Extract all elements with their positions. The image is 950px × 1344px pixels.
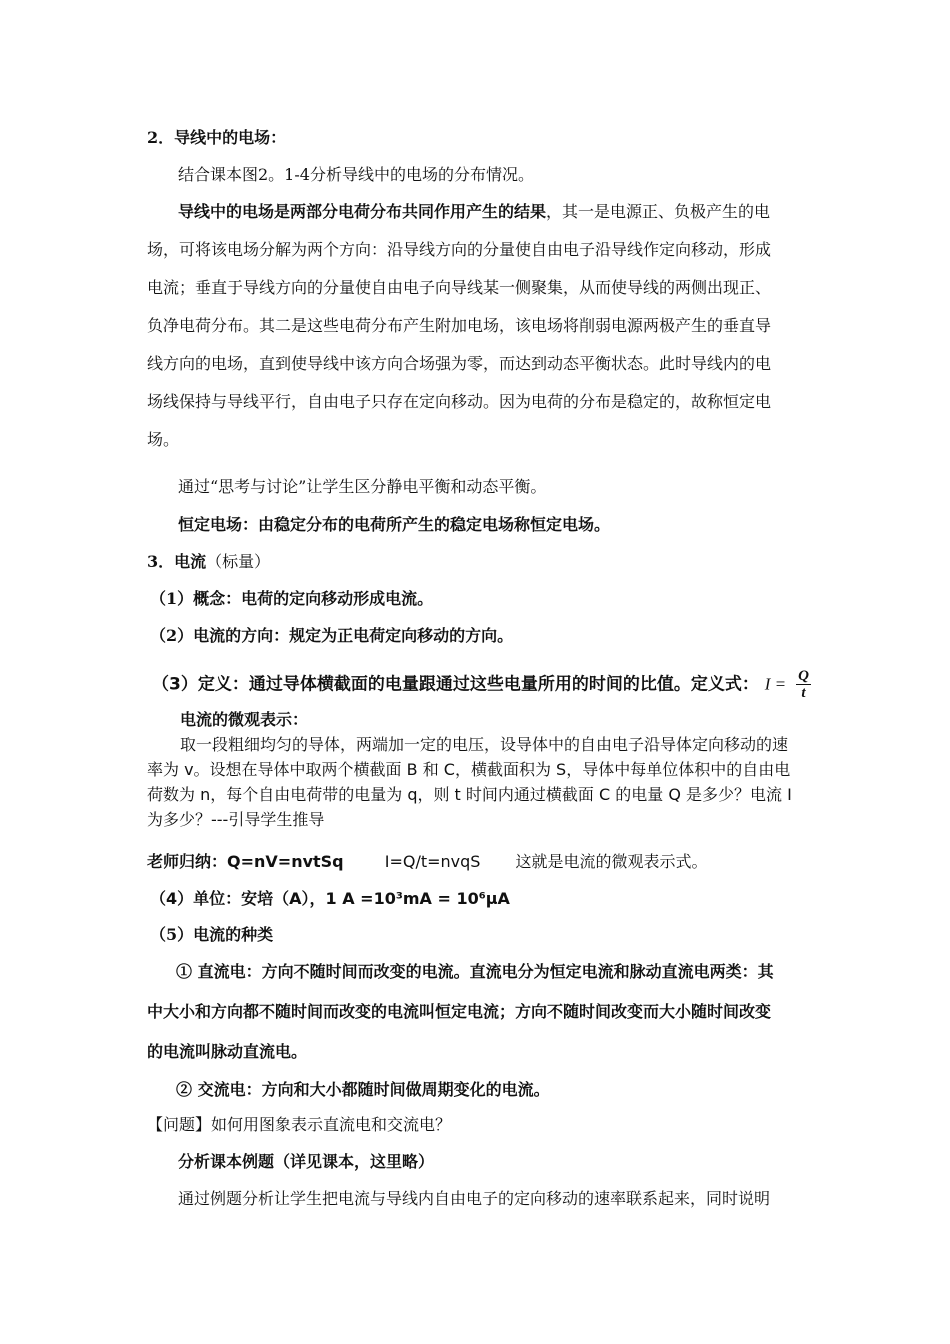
dc-line: 中大小和方向都不随时间而改变的电流叫恒定电流；方向不随时间改变而大小随时间改变 [147, 1002, 772, 1021]
paragraph-line: 场，可将该电场分解为两个方向：沿导线方向的分量使自由电子沿导线作定向移动，形成 [147, 240, 772, 259]
summary-formula-q: 老师归纳：Q=nV=nvtSq [147, 852, 344, 871]
paragraph-line: 通过例题分析让学生把电流与导线内自由电子的定向移动的速率联系起来，同时说明 [178, 1189, 771, 1208]
paragraph-line: 场线保持与导线平行，自由电子只存在定向移动。因为电荷的分布是稳定的，故称恒定电 [147, 392, 772, 411]
paragraph-line: 负净电荷分布。其二是这些电荷分布产生附加电场，该电场将削弱电源两极产生的垂直导 [147, 316, 772, 335]
definition-line: 恒定电场：由稳定分布的电荷所产生的稳定电场称恒定电场。 [178, 515, 611, 534]
paragraph-line [178, 202, 770, 222]
paragraph-line: 场。 [147, 430, 180, 449]
summary-note: 这就是电流的微观表示式。 [515, 852, 708, 871]
list-item-unit: （4）单位：安培（A），1 A =10³mA = 10⁶μA [150, 889, 510, 908]
formula-numerator: Q [798, 668, 809, 684]
section-heading-2: 2．导线中的电场： [147, 128, 287, 147]
heading-text: 3．电流 [147, 552, 207, 571]
micro-paragraph-line: 为多少？---引导学生推导 [147, 810, 325, 829]
list-item-definition [152, 668, 811, 701]
list-item-direction: （2）电流的方向：规定为正电荷定向移动的方向。 [150, 626, 514, 645]
ac-line: ② 交流电：方向和大小都随时间做周期变化的电流。 [176, 1080, 550, 1099]
paragraph-line: 通过“思考与讨论”让学生区分静电平衡和动态平衡。 [178, 477, 547, 496]
paragraph-line: 线方向的电场，直到使导线中该方向合场强为零，而达到动态平衡状态。此时导线内的电 [147, 354, 772, 373]
emphasis-text: 导线中的电场是两部分电荷分布共同作用产生的结果 [178, 202, 547, 221]
section-heading-3 [147, 552, 270, 572]
definition-text: （3）定义：通过导体横截面的电量跟通过这些电量所用的时间的比值。定义式： [152, 674, 759, 695]
dc-line: 的电流叫脉动直流电。 [147, 1042, 308, 1061]
micro-heading: 电流的微观表示： [180, 710, 309, 729]
teacher-summary [147, 852, 708, 872]
example-heading: 分析课本例题（详见课本，这里略） [178, 1152, 435, 1171]
summary-formula-i: I=Q/t=nvqS [384, 852, 481, 871]
heading-note: （标量） [206, 552, 271, 571]
question-line: 【问题】如何用图象表示直流电和交流电？ [147, 1115, 452, 1134]
formula-denominator: t [801, 685, 806, 701]
list-item-concept: （1）概念：电荷的定向移动形成电流。 [150, 589, 434, 608]
paragraph-text: ，其一是电源正、负极产生的电 [546, 202, 771, 221]
formula-fraction [796, 668, 811, 701]
micro-paragraph-line: 取一段粗细均匀的导体，两端加一定的电压，设导体中的自由电子沿导体定向移动的速 [180, 735, 789, 754]
formula-lhs: I = [764, 674, 787, 694]
dc-line: ① 直流电：方向不随时间而改变的电流。直流电分为恒定电流和脉动直流电两类：其 [176, 962, 774, 981]
paragraph-line: 电流；垂直于导线方向的分量使自由电子向导线某一侧聚集，从而使导线的两侧出现正、 [147, 278, 772, 297]
micro-paragraph-line: 荷数为 n，每个自由电荷带的电量为 q，则 t 时间内通过横截面 C 的电量 Q 是多少？电流 I [147, 785, 792, 804]
paragraph-line: 结合课本图2。1-4分析导线中的电场的分布情况。 [178, 165, 534, 184]
list-item-types: （5）电流的种类 [150, 925, 274, 944]
micro-paragraph-line: 率为 v。设想在导体中取两个横截面 B 和 C，横截面积为 S，导体中每单位体积中的自由电 [147, 760, 791, 779]
